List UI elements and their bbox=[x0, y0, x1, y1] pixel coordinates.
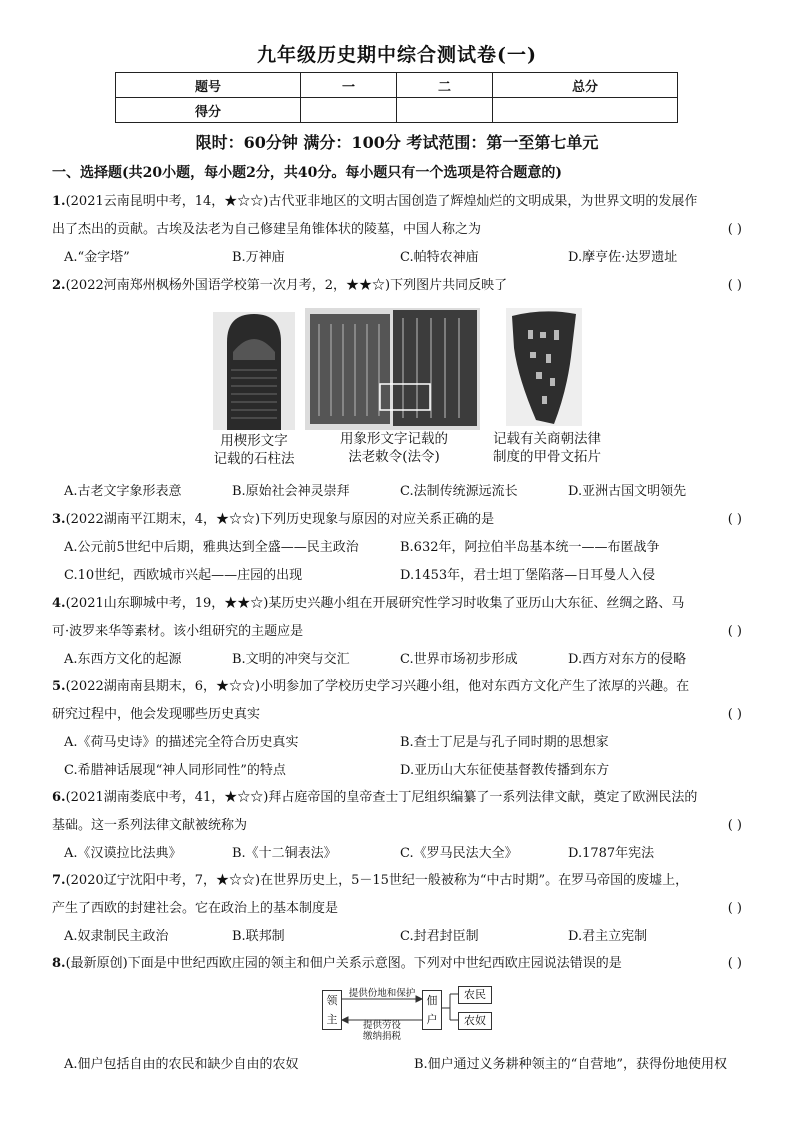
option-a: A.古老文字象形表意 bbox=[64, 484, 182, 499]
answer-blank[interactable]: ( ) bbox=[727, 512, 742, 527]
question-text: 基础。这一系列法律文献被统称为 bbox=[52, 818, 248, 833]
option-d: D.君主立宪制 bbox=[568, 929, 648, 944]
option-b: B.原始社会神灵崇拜 bbox=[232, 484, 350, 499]
option-d: D.摩亨佐·达罗遗址 bbox=[568, 250, 678, 265]
question-5 bbox=[52, 673, 742, 785]
image-caption: 用象形文字记载的 法老敕令(法令) bbox=[340, 431, 448, 465]
question-text: 研究过程中，他会发现哪些历史真实 bbox=[52, 707, 261, 722]
question-3 bbox=[52, 506, 742, 590]
page-title: 九年级历史期中综合测试卷(一) bbox=[257, 44, 537, 66]
score-input-cell[interactable] bbox=[492, 98, 677, 123]
answer-blank[interactable]: ( ) bbox=[727, 818, 742, 833]
option-a: A.佃户包括自由的农民和缺少自由的农奴 bbox=[64, 1057, 299, 1072]
exam-info: 限时：60分钟 满分：100分 考试范围：第一至第七单元 bbox=[195, 133, 599, 152]
question-text: (2022湖南南县期末，6，★☆☆)小明参加了学校历史学习兴趣小组，他对东西方文化产生了浓厚的兴趣。在 bbox=[65, 679, 690, 694]
question-number: 6. bbox=[52, 790, 66, 805]
question-text: (2021云南昆明中考，14，★☆☆)古代亚非地区的文明古国创造了辉煌灿烂的文明成果，为世界文明的发展作 bbox=[65, 194, 698, 209]
stele-image bbox=[213, 312, 295, 430]
question-text: (2022河南郑州枫杨外国语学校第一次月考，2，★★☆)下列图片共同反映了 bbox=[65, 278, 508, 293]
option-d: D.西方对东方的侵略 bbox=[568, 652, 687, 667]
question-text: (2020辽宁沈阳中考，7，★☆☆)在世界历史上，5－15世纪一般被称为“中古时期”。在罗马帝国的废墟上， bbox=[65, 873, 689, 888]
option-a: A.公元前5世纪中后期，雅典达到全盛——民主政治 bbox=[64, 540, 359, 555]
option-a: A.“金字塔” bbox=[64, 250, 130, 265]
question-text: (2021湖南娄底中考，41，★☆☆)拜占庭帝国的皇帝查士丁尼组织编纂了一系列法律文献，奠定了欧洲民法的 bbox=[65, 790, 698, 805]
option-b: B.万神庙 bbox=[232, 250, 285, 265]
option-b: B.文明的冲突与交汇 bbox=[232, 652, 350, 667]
table-cell: 一 bbox=[301, 73, 397, 98]
option-c: C.世界市场初步形成 bbox=[400, 652, 518, 667]
question-2-options bbox=[52, 478, 742, 506]
table-row bbox=[116, 98, 678, 123]
question-text: (2021山东聊城中考，19，★★☆)某历史兴趣小组在开展研究性学习时收集了亚历山大东征、丝绸之路、马 bbox=[65, 596, 685, 611]
question-text: 产生了西欧的封建社会。它在政治上的基本制度是 bbox=[52, 901, 339, 916]
option-b: B.《十二铜表法》 bbox=[232, 846, 337, 861]
option-c: C.《罗马民法大全》 bbox=[400, 846, 518, 861]
option-d: D.1453年，君士坦丁堡陷落—日耳曼人入侵 bbox=[400, 568, 656, 583]
section-heading: 一、选择题(共20小题，每小题2分，共40分。每小题只有一个选项是符合题意的) bbox=[52, 165, 562, 181]
option-b: B.632年，阿拉伯半岛基本统一——布匿战争 bbox=[400, 540, 660, 555]
table-cell: 得分 bbox=[116, 98, 301, 123]
option-c: C.10世纪，西欧城市兴起——庄园的出现 bbox=[64, 568, 303, 583]
option-a: A.东西方文化的起源 bbox=[64, 652, 182, 667]
option-d: D.1787年宪法 bbox=[568, 846, 655, 861]
papyrus-image bbox=[305, 308, 480, 430]
question-number: 5. bbox=[52, 679, 66, 694]
table-cell: 二 bbox=[396, 73, 492, 98]
question-8 bbox=[52, 950, 742, 978]
option-a: A.奴隶制民主政治 bbox=[64, 929, 169, 944]
answer-blank[interactable]: ( ) bbox=[727, 707, 742, 722]
option-a: A.《汉谟拉比法典》 bbox=[64, 846, 182, 861]
question-text: (2022湖南平江期末，4，★☆☆)下列历史现象与原因的对应关系正确的是 bbox=[65, 512, 495, 527]
score-input-cell[interactable] bbox=[301, 98, 397, 123]
answer-blank[interactable]: ( ) bbox=[727, 956, 742, 971]
manor-relationship-diagram bbox=[318, 982, 494, 1042]
option-c: C.希腊神话展现“神人同形同性”的特点 bbox=[64, 763, 286, 778]
table-cell: 总分 bbox=[492, 73, 677, 98]
option-c: C.封君封臣制 bbox=[400, 929, 479, 944]
score-input-cell[interactable] bbox=[396, 98, 492, 123]
question-text: 出了杰出的贡献。古埃及法老为自己修建呈角锥体状的陵墓，中国人称之为 bbox=[52, 222, 482, 237]
question-number: 7. bbox=[52, 873, 66, 888]
answer-blank[interactable]: ( ) bbox=[727, 901, 742, 916]
option-d: D.亚洲古国文明领先 bbox=[568, 484, 687, 499]
lord-box: 领主 bbox=[322, 990, 342, 1030]
option-a: A.《荷马史诗》的描述完全符合历史真实 bbox=[64, 735, 299, 750]
question-8-options bbox=[52, 1051, 742, 1079]
table-cell: 题号 bbox=[116, 73, 301, 98]
option-b: B.佃户通过义务耕种领主的“自营地”，获得份地使用权 bbox=[414, 1057, 727, 1072]
question-4 bbox=[52, 590, 742, 674]
bottom-arrow-label: 提供劳役 缴纳捐税 bbox=[362, 1020, 401, 1042]
option-d: D.亚历山大东征使基督教传播到东方 bbox=[400, 763, 610, 778]
question-2 bbox=[52, 272, 742, 300]
question-6 bbox=[52, 784, 742, 868]
tenant-box: 佃户 bbox=[422, 990, 442, 1030]
table-row bbox=[116, 73, 678, 98]
option-b: B.联邦制 bbox=[232, 929, 285, 944]
option-b: B.查士丁尼是与孔子同时期的思想家 bbox=[400, 735, 609, 750]
serf-box: 农奴 bbox=[458, 1012, 492, 1030]
option-c: C.帕特农神庙 bbox=[400, 250, 479, 265]
question-number: 1. bbox=[52, 194, 66, 209]
question-number: 2. bbox=[52, 278, 66, 293]
answer-blank[interactable]: ( ) bbox=[727, 624, 742, 639]
top-arrow-label: 提供份地和保护 bbox=[348, 988, 416, 999]
oracle-bone-image bbox=[506, 308, 582, 426]
question-7 bbox=[52, 867, 742, 951]
question-number: 4. bbox=[52, 596, 66, 611]
score-table bbox=[115, 72, 678, 123]
question-1 bbox=[52, 188, 742, 272]
question-text: 可·波罗来华等素材。该小组研究的主题应是 bbox=[52, 624, 304, 639]
image-caption: 记载有关商朝法律 制度的甲骨文拓片 bbox=[493, 431, 601, 465]
question-text: (最新原创)下面是中世纪西欧庄园的领主和佃户关系示意图。下列对中世纪西欧庄园说法错误的是 bbox=[65, 956, 622, 971]
answer-blank[interactable]: ( ) bbox=[727, 278, 742, 293]
image-caption: 用楔形文字 记载的石柱法 bbox=[213, 433, 295, 467]
peasant-box: 农民 bbox=[458, 986, 492, 1004]
question-number: 3. bbox=[52, 512, 66, 527]
option-c: C.法制传统源远流长 bbox=[400, 484, 518, 499]
question-number: 8. bbox=[52, 956, 66, 971]
answer-blank[interactable]: ( ) bbox=[727, 222, 742, 237]
